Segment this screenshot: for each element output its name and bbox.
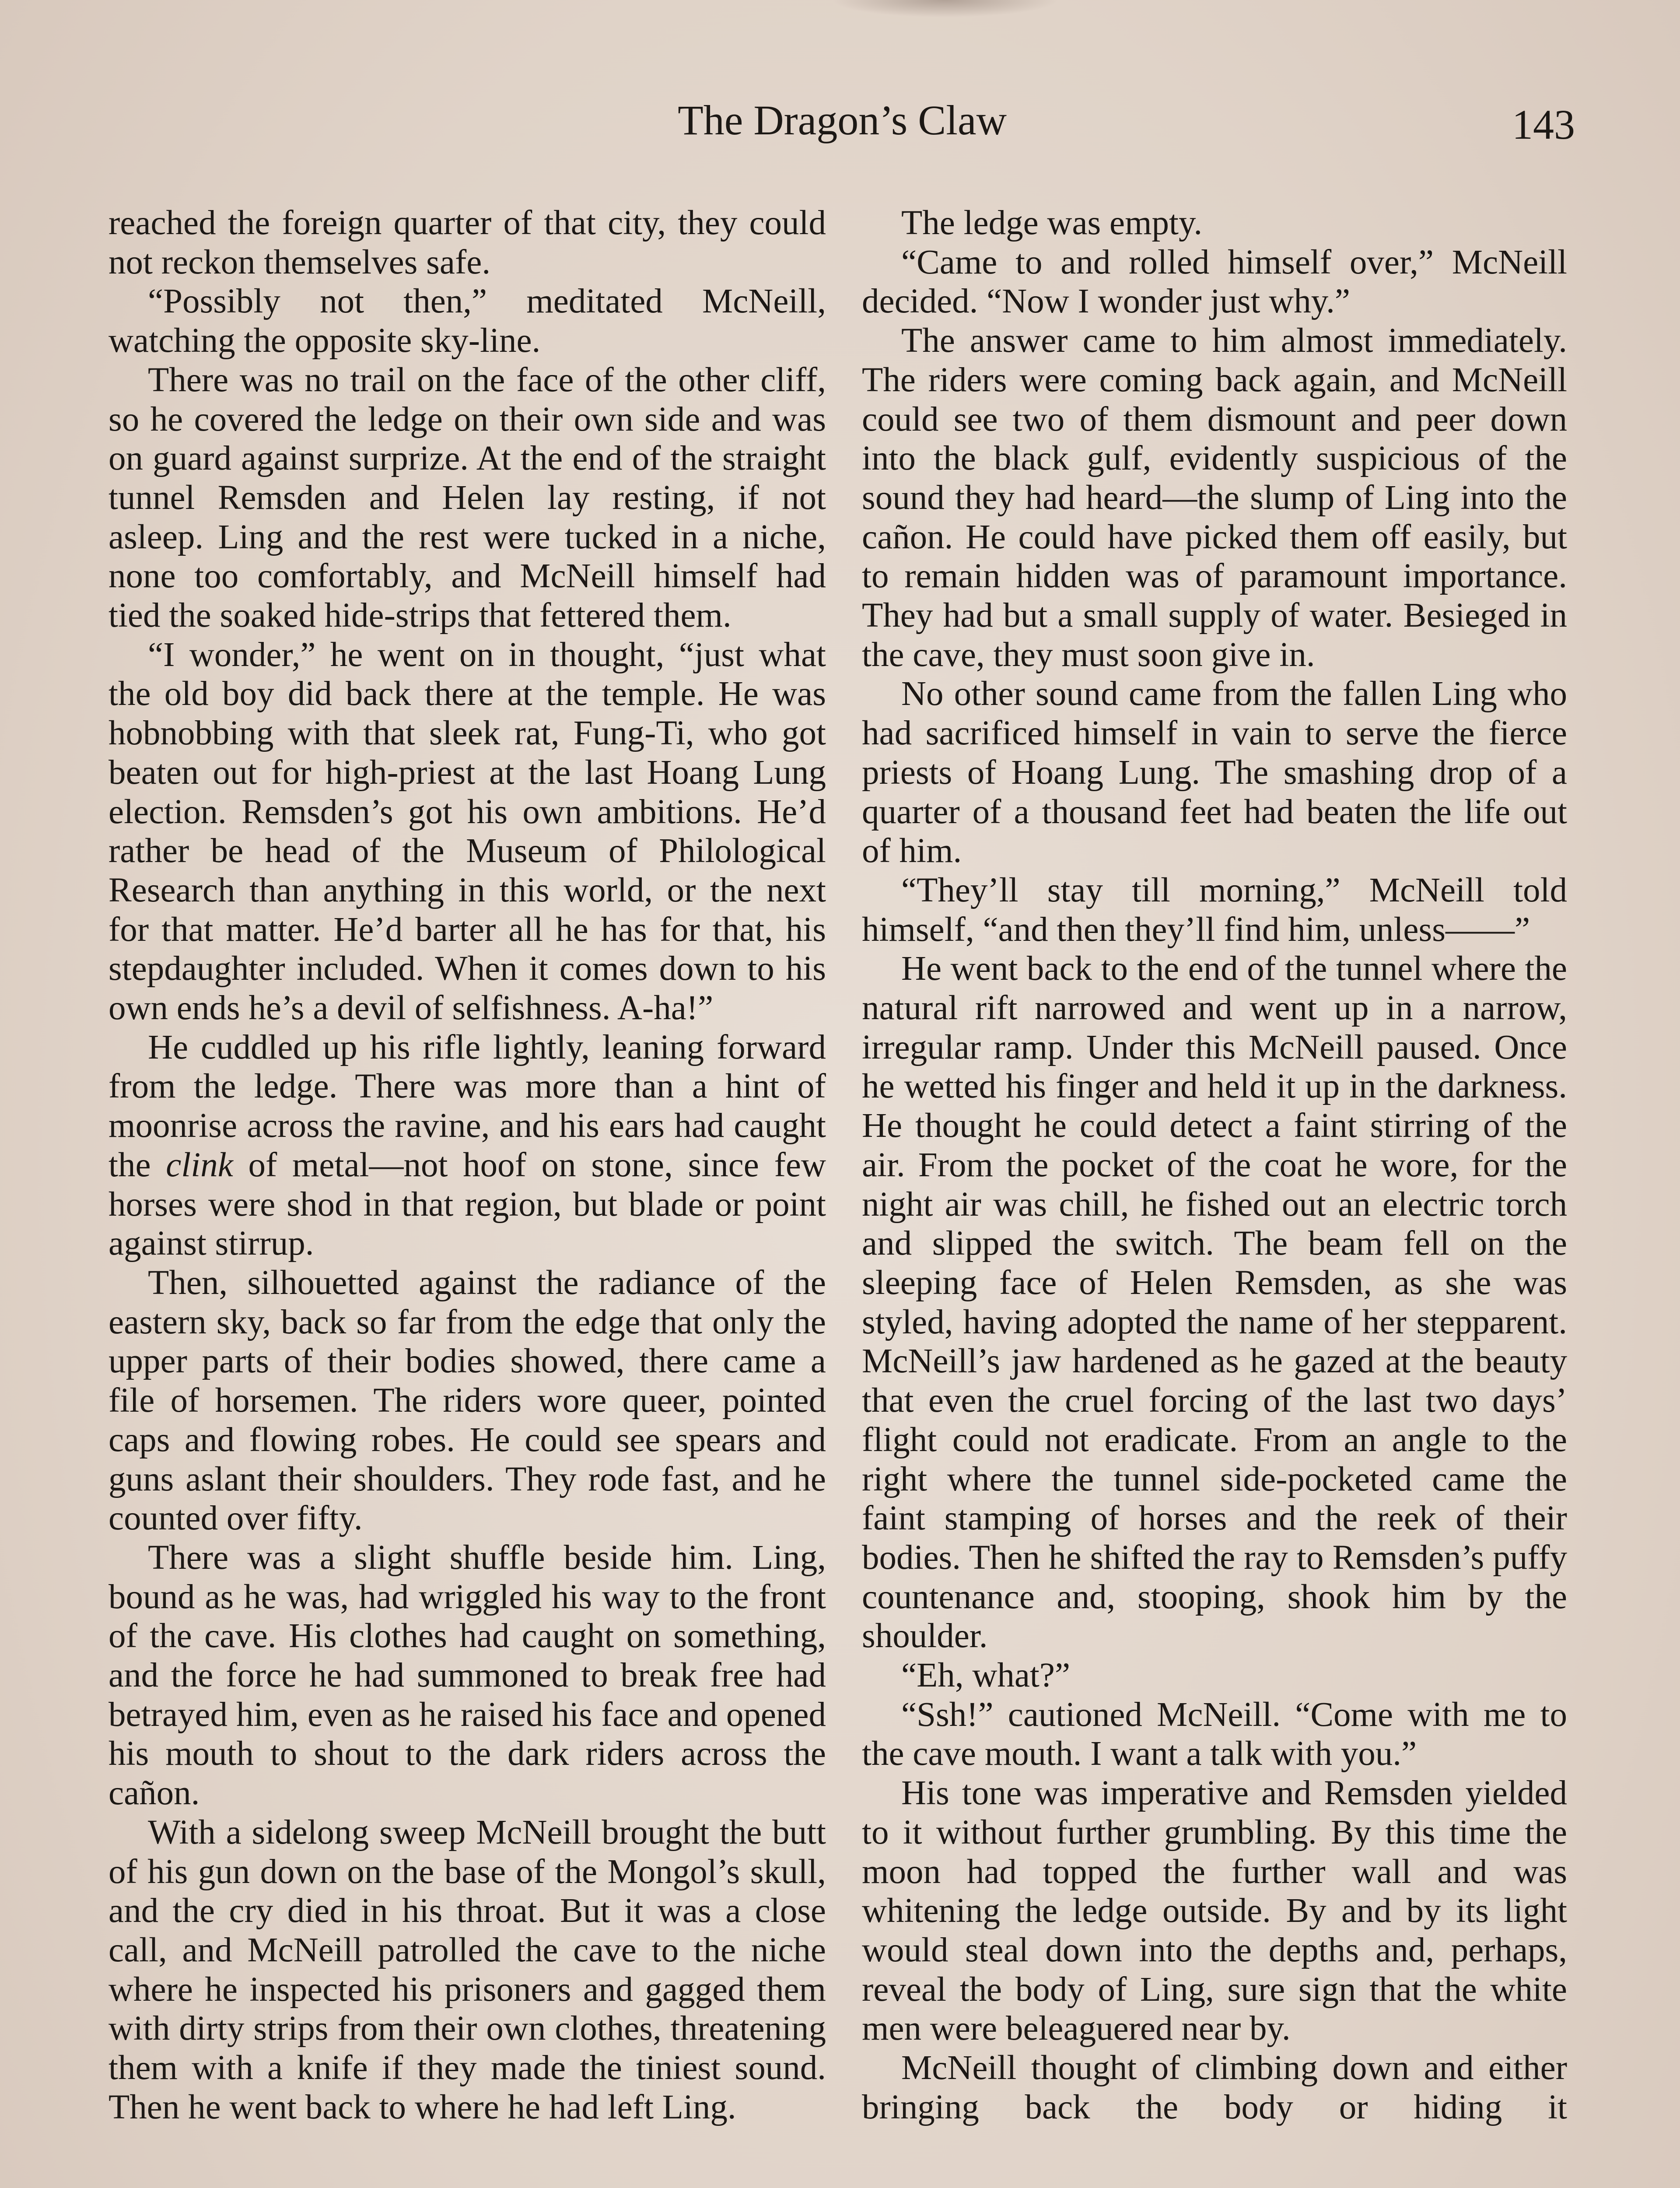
paragraph: “They’ll stay till morning,” McNeill told himself, “and then they’ll find him, unless——”: [862, 871, 1567, 949]
paragraph: No other sound came from the fallen Ling who had sacrificed himself in vain to serve the fierce priests of Hoang Lung. The smashing drop of a quarter of a thousand feet had beaten the life out of him.: [862, 675, 1567, 870]
paragraph-text: of metal—not hoof on stone, since few horses were shod in that region, but blade or point against stirrup.: [108, 1146, 826, 1263]
paragraph: [108, 1028, 826, 1263]
paragraph: “Possibly not then,” meditated McNeill, watching the opposite sky-line.: [108, 282, 826, 360]
running-title: The Dragon’s Claw: [678, 97, 1007, 144]
paragraph: The answer came to him almost immediately. The riders were coming back again, and McNeill could see two of them dismount and peer down into the black gulf, evidently suspicious of the sound they had heard—the slump of Ling into the cañon. He could have picked them off easily, but to remain hidden was of paramount importance. They had but a small supply of water. Besieged in the cave, they must soon give in.: [862, 322, 1567, 674]
paragraph: He went back to the end of the tunnel where the natural rift narrowed and went up in a narrow, irregular ramp. Under this McNeill paused. Once he wetted his finger and held it up in the darkness. He thought he could detect a faint stirring of the air. From the pocket of the coat he wore, for the night air was chill, he fished out an electric torch and slipped the switch. The beam fell on the sleeping face of Helen Remsden, as she was styled, having adopted the name of her stepparent. McNeill’s jaw hardened as he gazed at the beauty that even the cruel forcing of the last two days’ flight could not eradicate. From an angle to the right where the tunnel side-pocketed came the faint stamping of horses and the reek of their bodies. Then he shifted the ray to Remsden’s puffy countenance and, stooping, shook him by the shoulder.: [862, 950, 1567, 1655]
paragraph: “Ssh!” cautioned McNeill. “Come with me to the cave mouth. I want a talk with you.”: [862, 1695, 1567, 1773]
paragraph: reached the foreign quarter of that city, they could not reckon themselves safe.: [108, 204, 826, 281]
paragraph: The ledge was empty.: [901, 204, 1203, 242]
right-column: [862, 203, 1567, 2127]
paragraph: “I wonder,” he went on in thought, “just what the old boy did back there at the temple. He was hobnobbing with that sleek rat, Fung-Ti, who got beaten out for high-priest at the last Hoang Lung election. Remsden’s got his own ambitions. He’d rather be head of the Museum of Philological Research than anything in this world, or the next for that matter. He’d barter all he has for that, his stepdaughter included. When it comes down to his own ends he’s a devil of selfishness. A-ha!”: [108, 635, 826, 1027]
page-number: 143: [1512, 101, 1575, 148]
paragraph: With a sidelong sweep McNeill brought the butt of his gun down on the base of the Mongol’s skull, and the cry died in his throat. But it was a close call, and McNeill patrolled the cave to the niche where he inspected his prisoners and gagged them with dirty strips from their own clothes, threatening them with a knife if they made the tiniest sound. Then he went back to where he had left Ling.: [108, 1813, 826, 2126]
paragraph: There was no trail on the face of the other cliff, so he covered the ledge on their own side and was on guard against surprize. At the end of the straight tunnel Remsden and Helen lay resting, if not asleep. Ling and the rest were tucked in a niche, none too comfortably, and McNeill himself had tied the soaked hide-strips that fettered them.: [108, 361, 826, 635]
italic-word: clink: [166, 1146, 233, 1184]
top-edge-shadow: [831, 0, 1059, 18]
paragraph: There was a slight shuffle beside him. Ling, bound as he was, had wriggled his way to the front of the cave. His clothes had caught on something, and the force he had summoned to break free had betrayed him, even as he raised his face and opened his mouth to shout to the dark riders across the cañon.: [108, 1538, 826, 1813]
paragraph-text: He cuddled up his rifle lightly, leaning forward from the ledge. There was more than a hint of moonrise across the ravine, and his ears had caught the: [108, 1028, 826, 1184]
paragraph: McNeill thought of climbing down and either bringing back the body or hiding it: [862, 2049, 1567, 2126]
paragraph: His tone was imperative and Remsden yielded to it without further grumbling. By this time the moon had topped the further wall and was whitening the ledge outside. By and by its light would steal down into the depths and, perhaps, reveal the body of Ling, sure sign that the white men were beleaguered near by.: [862, 1774, 1567, 2048]
paragraph: Then, silhouetted against the radiance of the eastern sky, back so far from the edge that only the upper parts of their bodies showed, there came a file of horsemen. The riders wore queer, pointed caps and flowing robes. He could see spears and guns aslant their shoulders. They rode fast, and he counted over fifty.: [108, 1263, 826, 1538]
paragraph: “Eh, what?”: [901, 1656, 1071, 1695]
paragraph: “Came to and rolled himself over,” McNeill decided. “Now I wonder just why.”: [862, 243, 1567, 321]
left-column: [108, 203, 826, 2127]
